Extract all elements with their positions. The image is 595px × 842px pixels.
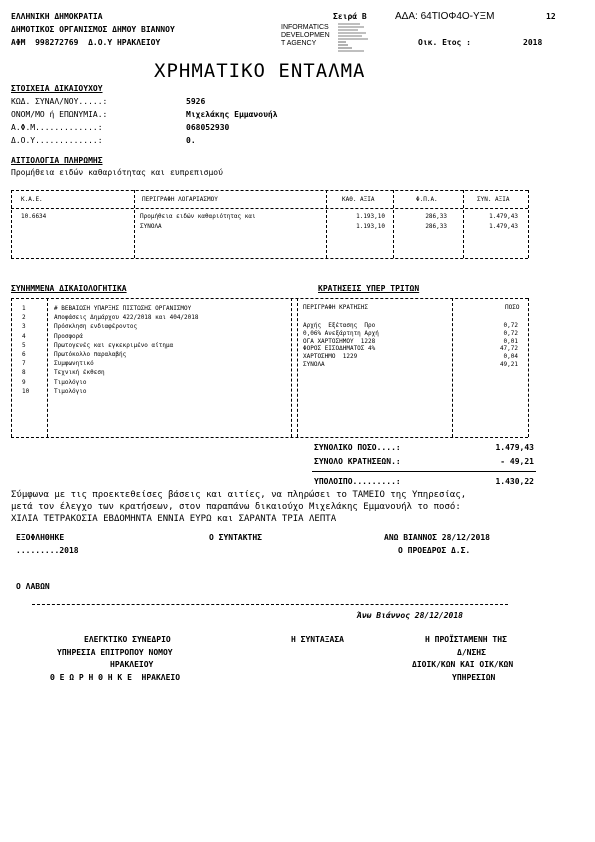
items-totals-vat: 286,33	[425, 223, 447, 230]
deduction-amount: 0,72	[503, 322, 518, 329]
deduction-description: ΦΟΡΟΣ ΕΙΣΟΔΗΜΑΤΟΣ 4%	[303, 345, 376, 353]
doc-item-number: 3	[22, 323, 26, 331]
items-row1-net: 1.193,10	[356, 213, 385, 220]
doc-item-text: Πρωτογενές και εγκεκριμένο αίτημα	[54, 341, 174, 349]
deduction-amount: 49,21	[499, 361, 518, 368]
statement-line-2: μετά τον έλεγχο των κρατήσεων, στον παραπάνω δικαιούχο Μιχελάκης Εμμανουήλ το ποσό:	[11, 502, 461, 512]
president-label: Ο ΠΡΟΕΔΡΟΣ Δ.Σ.	[398, 546, 471, 555]
deduction-description: Αρχής Εξέτασης Προ	[303, 322, 376, 329]
doc-item-number: 9	[22, 378, 26, 386]
place-date: ΑΝΩ ΒΙΑΝΝΟΣ 28/12/2018	[384, 533, 490, 542]
deductions-heading: ΚΡΑΤΗΣΕΙΣ ΥΠΕΡ ΤΡΙΤΩΝ	[318, 284, 420, 293]
audit-line-1: ΕΛΕΓΚΤΙΚΟ ΣΥΝΕΔΡΙΟ	[84, 635, 171, 644]
doc-item-number: 1	[22, 305, 26, 312]
doc-item-text: Τεχνική έκθεση	[54, 369, 105, 377]
header-country: ΕΛΛΗΝΙΚΗ ΔΗΜΟΚΡΑΤΙΑ	[11, 12, 103, 21]
deduction-amount: 0,01	[503, 337, 518, 345]
deduction-amount: 0,72	[503, 329, 518, 337]
beneficiary-code-value: 5926	[186, 97, 206, 106]
beneficiary-afm-label: Α.Φ.Μ.............:	[11, 123, 103, 132]
items-row1-total: 1.479,43	[489, 213, 518, 220]
doc-item-text: Προσφορά	[54, 332, 83, 340]
items-row1-description: Προμήθεια ειδών καθαριότητας και	[140, 213, 256, 220]
audit-line-2: ΥΠΗΡΕΣΙΑ ΕΠΙΤΡΟΠΟΥ ΝΟΜΟΥ	[57, 648, 173, 657]
total-deductions-value: - 49,21	[500, 457, 534, 466]
total-amount-label: ΣΥΝΟΛΙΚΟ ΠΟΣΟ....:	[314, 443, 401, 452]
beneficiary-doy-value: 0.	[186, 136, 196, 145]
beneficiary-heading: ΣΤΟΙΧΕΙΑ ΔΙΚΑΙΟΥΧΟΥ	[11, 84, 103, 93]
author-label: Ο ΣΥΝΤΑΚΤΗΣ	[209, 533, 262, 542]
items-header-kae: Κ.Α.Ε.	[21, 196, 43, 203]
items-totals-net: 1.193,10	[356, 223, 385, 230]
total-deductions-label: ΣΥΝΟΛΟ ΚΡΑΤΗΣΕΩΝ.:	[314, 457, 401, 466]
audit-line-4: Θ Ε Ω Ρ Η Θ Η Κ Ε ΗΡΑΚΛΕΙΟ	[50, 673, 181, 682]
head-line-3: ΔΙΟΙΚ/ΚΩΝ ΚΑΙ ΟΙΚ/ΚΩΝ	[412, 660, 514, 669]
items-header-description: ΠΕΡΙΓΡΑΦΗ ΛΟΓΑΡΙΑΣΜΟΥ	[142, 196, 218, 203]
header-tax-id: ΑΦΜ 998272769 Δ.Ο.Υ ΗΡΑΚΛΕΙΟΥ	[11, 38, 161, 47]
deduction-amount: 47,72	[499, 345, 518, 353]
balance-label: ΥΠΟΛΟΙΠΟ.........:	[314, 477, 401, 486]
head-line-2: Δ/ΝΣΗΣ	[457, 648, 486, 657]
stamp-line-1: INFORMATICS	[281, 24, 329, 31]
items-header-vat: Φ.Π.Α.	[416, 196, 438, 203]
items-header-total: ΣΥΝ. ΑΞΙΑ	[477, 196, 510, 203]
items-row1-vat: 286,33	[425, 213, 447, 220]
items-row1-kae: 10.6634	[21, 213, 47, 220]
statement-amount-words: ΧΙΛΙΑ ΤΕΤΡΑΚΟΣΙΑ ΕΒΔΟΜΗΝΤΑ ΕΝΝΙΑ ΕΥΡΩ και ΣΑΡΑΝΤΑ ΤΡΙΑ ΛΕΠΤΑ	[11, 514, 337, 524]
drafter-label: Η ΣΥΝΤΑΞΑΣΑ	[291, 635, 344, 644]
deductions-col-description: ΠΕΡΙΓΡΑΦΗ ΚΡΑΤΗΣΗΣ	[303, 304, 369, 311]
doc-item-text: Συμφωνητικό	[54, 360, 94, 368]
fiscal-year: 2018	[523, 38, 543, 47]
place-date-2: Άνω Βιάννος 28/12/2018	[357, 611, 463, 620]
doc-item-number: 4	[22, 332, 26, 340]
doc-item-text: Τιμολόγιο	[54, 387, 87, 395]
doc-item-number: 10	[22, 387, 30, 395]
head-line-1: Η ΠΡΟΪΣΤΑΜΕΝΗ ΤΗΣ	[425, 635, 507, 644]
beneficiary-code-label: ΚΩΔ. ΣΥΝΑΛ/ΝΟΥ.....:	[11, 97, 108, 106]
doc-item-text: Αποφάσεις Δημάρχου 422/2018 και 404/2018	[54, 314, 199, 322]
doc-item-number: 2	[22, 314, 26, 322]
header-organization: ΔΗΜΟΤΙΚΟΣ ΟΡΓΑΝΙΣΜΟΣ ΔΗΜΟΥ ΒΙΑΝΝΟΥ	[11, 25, 175, 34]
doc-item-number: 8	[22, 369, 26, 377]
beneficiary-afm-value: 068052930	[186, 123, 230, 132]
doc-item-number: 7	[22, 360, 26, 368]
doc-item-text: # ΒΕΒΑΙΩΣΗ ΥΠΑΡΞΗΣ ΠΙΣΤΩΣΗΣ ΟΡΓΑΝΙΣΜΟΥ	[54, 305, 192, 312]
stamp-line-2: DEVELOPMEN	[281, 32, 330, 39]
doc-item-number: 5	[22, 341, 26, 349]
beneficiary-name-value: Μιχελάκης Εμμανουήλ	[186, 110, 278, 119]
fiscal-year-label: Οικ. Ετος :	[418, 38, 471, 47]
stamp-line-3: T AGENCY	[281, 40, 317, 47]
total-amount-value: 1.479,43	[495, 443, 534, 452]
doc-item-text: Πρόσκληση ενδιαφέροντος	[54, 323, 138, 331]
reason-heading: ΑΙΤΙΟΛΟΓΙΑ ΠΛΗΡΩΜΗΣ	[11, 156, 103, 165]
beneficiary-doy-label: Δ.Ο.Υ.............:	[11, 136, 103, 145]
deduction-description: ΧΑΡΤΟΣΗΜΟ 1229	[303, 353, 358, 361]
doc-item-text: Τιμολόγιο	[54, 378, 87, 386]
deduction-description: ΣΥΝΟΛΑ	[303, 361, 325, 368]
ada-code: ΑΔΑ: 64ΤΙΟΦ4Ο-ΥΞΜ	[395, 11, 495, 22]
deduction-amount: 0,04	[503, 353, 518, 361]
reason-text: Προμήθεια ειδών καθαριότητας και ευπρεπισμού	[11, 168, 223, 177]
items-totals-total: 1.479,43	[489, 223, 518, 230]
audit-line-3: ΗΡΑΚΛΕΙΟΥ	[110, 660, 154, 669]
head-line-4: ΥΠΗΡΕΣΙΩΝ	[452, 673, 496, 682]
page-title: ΧΡΗΜΑΤΙΚΟ ΕΝΤΑΛΜΑ	[154, 60, 366, 82]
deductions-col-amount: ΠΟΣΟ	[505, 304, 520, 311]
document-number: 12	[546, 12, 556, 21]
paid-label: ΕΞΟΦΛΗΘΗΚΕ	[16, 533, 65, 542]
items-totals-label: ΣΥΝΟΛΑ	[140, 223, 162, 230]
receiver-label: Ο ΛΑΒΩΝ	[16, 582, 50, 591]
docs-heading: ΣΥΝΗΜΜΕΝΑ ΔΙΚΑΙΟΛΟΓΗΤΙΚΑ	[11, 284, 127, 293]
items-header-net: ΚΑΘ. ΑΞΙΑ	[342, 196, 375, 203]
paid-date: .........2018	[16, 546, 79, 555]
series-label: Σειρά Β	[333, 12, 367, 21]
deduction-description: 0,06% Ανεξάρτητη Αρχή	[303, 329, 379, 337]
doc-item-text: Πρωτόκολλο παραλαβής	[54, 351, 127, 358]
stamp-signature-graphic	[338, 22, 374, 56]
statement-line-1: Σύμφωνα με τις προεκτεθείσες βάσεις και αιτίες, να πληρώσει το ΤΑΜΕΙΟ της Υπηρεσίας,	[11, 490, 467, 500]
deduction-description: ΟΓΑ ΧΑΡΤΟΣΗΜΟΥ 1228	[303, 337, 376, 345]
beneficiary-name-label: ΟΝΟΜ/ΜΟ ή ΕΠΩΝΥΜΙΑ.:	[11, 110, 108, 119]
doc-item-number: 6	[22, 351, 26, 358]
balance-value: 1.430,22	[495, 477, 534, 486]
